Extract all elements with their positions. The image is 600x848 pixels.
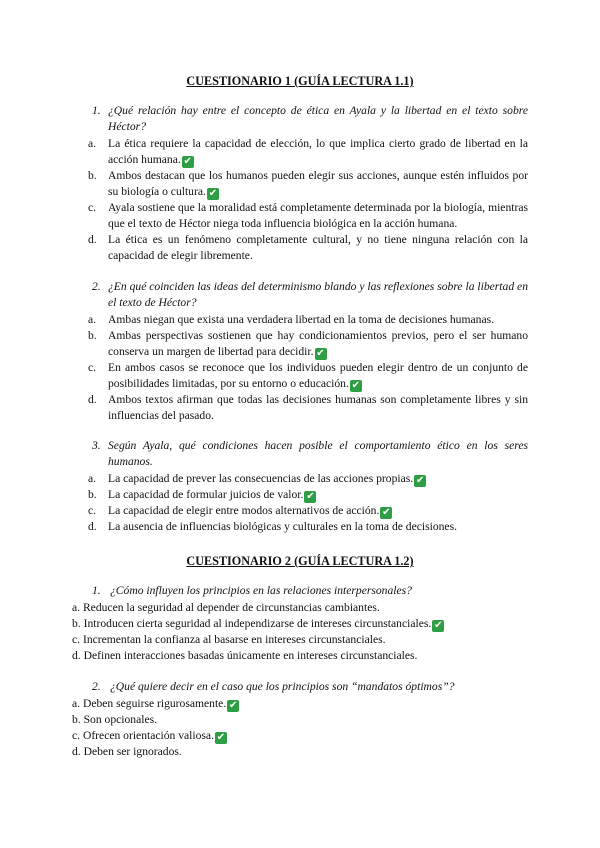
option-text: En ambos casos se reconoce que los individuos pueden elegir dentro de un conjunto de posibilidades limitadas, por su entorno o educación. bbox=[108, 361, 528, 390]
option-letter: d. bbox=[88, 520, 97, 533]
option-letter: d. bbox=[88, 393, 97, 406]
question-text: ¿Cómo influyen los principios en las relaciones interpersonales? bbox=[110, 584, 412, 597]
option-text: Incrementan la confianza al basarse en intereses circunstanciales. bbox=[82, 633, 386, 646]
option-letter: d. bbox=[72, 649, 81, 662]
option-text: Ambas niegan que exista una verdadera libertad en la toma de decisiones humanas. bbox=[108, 313, 494, 326]
answer-option bbox=[72, 712, 528, 728]
answer-option bbox=[88, 312, 528, 328]
option-letter: c. bbox=[88, 201, 97, 214]
question-number: 3. bbox=[92, 439, 101, 452]
question-block bbox=[88, 279, 528, 424]
option-letter: b. bbox=[72, 617, 81, 630]
answer-option bbox=[88, 232, 528, 264]
option-text: Introducen cierta seguridad al independizarse de intereses circunstanciales. bbox=[83, 617, 432, 630]
question-number: 2. bbox=[92, 280, 101, 293]
option-text: Ambos textos afirman que todas las decisiones humanas son completamente libres y sin influencias del pasado. bbox=[108, 393, 528, 422]
option-text: La capacidad de elegir entre modos alternativos de acción. bbox=[108, 504, 380, 517]
option-text: Deben seguirse rigurosamente. bbox=[82, 697, 227, 710]
answer-option bbox=[88, 471, 528, 487]
option-text: Son opcionales. bbox=[83, 713, 158, 726]
option-letter: a. bbox=[72, 697, 81, 710]
section-title-1: CUESTIONARIO 1 (GUÍA LECTURA 1.1) bbox=[186, 74, 414, 88]
option-text: La capacidad de prever las consecuencias de las acciones propias. bbox=[108, 472, 414, 485]
question-number: 1. bbox=[92, 584, 101, 597]
option-letter: d. bbox=[72, 745, 81, 758]
option-text: Deben ser ignorados. bbox=[83, 745, 182, 758]
check-mark-icon: ✔ bbox=[415, 475, 425, 486]
answer-option bbox=[72, 648, 528, 664]
answer-option bbox=[88, 136, 528, 168]
answer-option bbox=[88, 519, 528, 535]
option-letter: c. bbox=[88, 361, 97, 374]
answer-option bbox=[88, 200, 528, 232]
option-letter: c. bbox=[72, 729, 81, 742]
option-letter: a. bbox=[88, 472, 97, 485]
option-text: Ambos destacan que los humanos pueden elegir sus acciones, aunque estén influidos por su biología o cultura. bbox=[108, 169, 528, 198]
check-mark-icon: ✔ bbox=[229, 700, 238, 711]
answer-option bbox=[88, 328, 528, 360]
option-letter: a. bbox=[88, 137, 97, 150]
option-letter: b. bbox=[88, 169, 97, 182]
answer-option bbox=[88, 503, 528, 519]
check-mark-icon: ✔ bbox=[316, 348, 325, 359]
answer-option bbox=[72, 600, 528, 616]
option-text: La capacidad de formular juicios de valor. bbox=[108, 488, 304, 501]
answer-option bbox=[72, 616, 528, 632]
question bbox=[88, 438, 528, 470]
question-block bbox=[88, 438, 528, 535]
answer-option bbox=[72, 744, 528, 760]
check-mark-icon: ✔ bbox=[306, 491, 315, 502]
option-text: La ética requiere la capacidad de elección, lo que implica cierto grado de libertad en la acción humana. bbox=[108, 137, 528, 166]
answer-option bbox=[72, 696, 528, 712]
option-text: Ambas perspectivas sostienen que hay condicionamientos previos, pero el ser humano conserva un margen de libertad para decidir. bbox=[108, 329, 528, 358]
question-text: ¿Qué quiere decir en el caso que los principios son “mandatos óptimos”? bbox=[110, 680, 455, 693]
option-text: Reducen la seguridad al depender de circunstancias cambiantes. bbox=[82, 601, 380, 614]
option-letter: b. bbox=[88, 329, 97, 342]
check-mark-icon: ✔ bbox=[351, 380, 361, 391]
option-text: Ayala sostiene que la moralidad está completamente determinada por la biología, mientras que el texto de Héctor niega toda influencia biológica en la acción humana. bbox=[108, 201, 528, 230]
question-text: ¿Qué relación hay entre el concepto de ética en Ayala y la libertad en el texto sobre Héctor? bbox=[108, 104, 528, 133]
question bbox=[72, 679, 528, 695]
option-letter: d. bbox=[88, 233, 97, 246]
option-text: Definen interacciones basadas únicamente en intereses circunstanciales. bbox=[83, 649, 418, 662]
question-text: Según Ayala, qué condiciones hacen posible el comportamiento ético en los seres humanos. bbox=[108, 439, 528, 468]
question bbox=[88, 279, 528, 311]
option-letter: b. bbox=[88, 488, 97, 501]
check-mark-icon: ✔ bbox=[183, 156, 192, 167]
question-block bbox=[72, 679, 528, 760]
check-mark-icon: ✔ bbox=[208, 188, 218, 199]
answer-option bbox=[88, 392, 528, 424]
question-text: ¿En qué coinciden las ideas del determinismo blando y las reflexiones sobre la libertad en el texto de Héctor? bbox=[108, 280, 528, 309]
check-mark-icon: ✔ bbox=[382, 507, 391, 518]
check-mark-icon: ✔ bbox=[434, 620, 443, 631]
option-letter: a. bbox=[72, 601, 81, 614]
option-text: La ética es un fenómeno completamente cultural, y no tiene ninguna relación con la capacidad de elegir libremente. bbox=[108, 233, 528, 262]
answer-option bbox=[72, 728, 528, 744]
answer-option bbox=[88, 360, 528, 392]
answer-option bbox=[88, 168, 528, 200]
option-text: Ofrecen orientación valiosa. bbox=[82, 729, 214, 742]
question bbox=[88, 103, 528, 135]
answer-option bbox=[72, 632, 528, 648]
option-text: La ausencia de influencias biológicas y culturales en la toma de decisiones. bbox=[108, 520, 457, 533]
question-number: 2. bbox=[92, 680, 101, 693]
question-block bbox=[72, 583, 528, 664]
section-title-2: CUESTIONARIO 2 (GUÍA LECTURA 1.2) bbox=[186, 554, 414, 568]
option-letter: c. bbox=[88, 504, 97, 517]
option-letter: c. bbox=[72, 633, 81, 646]
check-mark-icon: ✔ bbox=[216, 732, 226, 743]
question-block bbox=[88, 103, 528, 264]
answer-option bbox=[88, 487, 528, 503]
option-letter: a. bbox=[88, 313, 97, 326]
question-number: 1. bbox=[92, 104, 101, 117]
option-letter: b. bbox=[72, 713, 81, 726]
question bbox=[72, 583, 528, 599]
